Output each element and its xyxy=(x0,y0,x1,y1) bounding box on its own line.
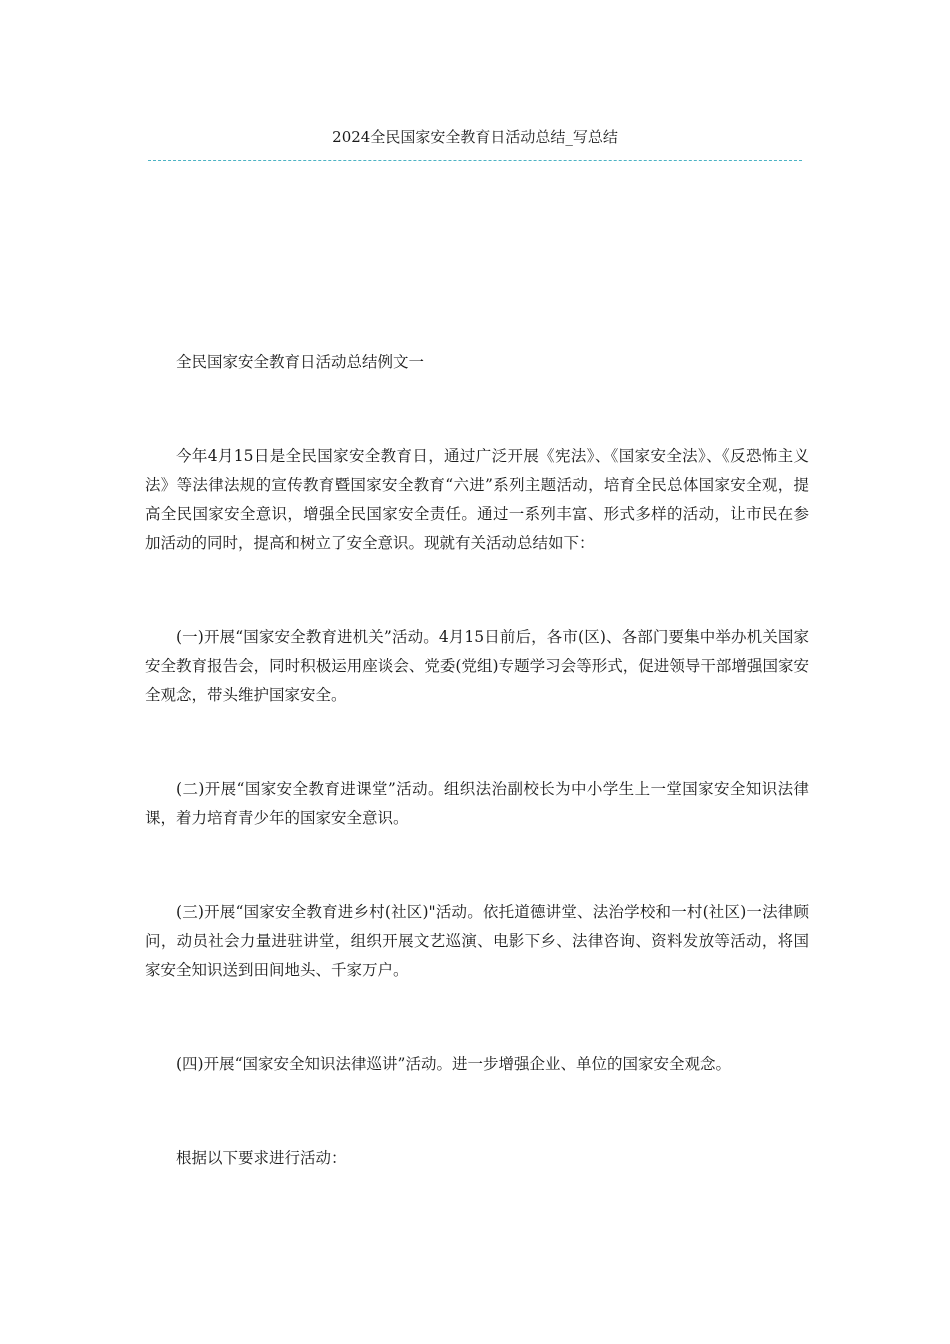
document-subheading: 全民国家安全教育日活动总结例文一 xyxy=(176,353,425,371)
paragraph-requirements: 根据以下要求进行活动： xyxy=(176,1149,347,1167)
paragraph-item-3: (三)开展“国家安全教育进乡村(社区)"活动。依托道德讲堂、法治学校和一村(社区)一法律顾问，动员社会力量进驻讲堂，组织开展文艺巡演、电影下乡、法律咨询、资料发放等活动，将国家安全知识送到田间地头、千家万户。 xyxy=(145,903,809,979)
document-body xyxy=(145,348,809,1173)
paragraph-intro: 今年4月15日是全民国家安全教育日，通过广泛开展《宪法》、《国家安全法》、《反恐怖主义法》等法律法规的宣传教育暨国家安全教育“六进”系列主题活动，培育全民总体国家安全观，提高全民国家安全意识，增强全民国家安全责任。通过一系列丰富、形式多样的活动，让市民在参加活动的同时，提高和树立了安全意识。现就有关活动总结如下： xyxy=(145,447,809,552)
paragraph-item-1: (一)开展“国家安全教育进机关”活动。4月15日前后，各市(区)、各部门要集中举办机关国家安全教育报告会，同时积极运用座谈会、党委(党组)专题学习会等形式，促进领导干部增强国家安全观念，带头维护国家安全。 xyxy=(145,628,809,704)
header-divider xyxy=(148,160,802,161)
page-title: 2024全民国家安全教育日活动总结_写总结 xyxy=(332,128,618,146)
paragraph-item-4: (四)开展“国家安全知识法律巡讲”活动。进一步增强企业、单位的国家安全观念。 xyxy=(176,1055,731,1073)
paragraph-item-2: (二)开展“国家安全教育进课堂”活动。组织法治副校长为中小学生上一堂国家安全知识法律课，着力培育青少年的国家安全意识。 xyxy=(145,780,809,827)
